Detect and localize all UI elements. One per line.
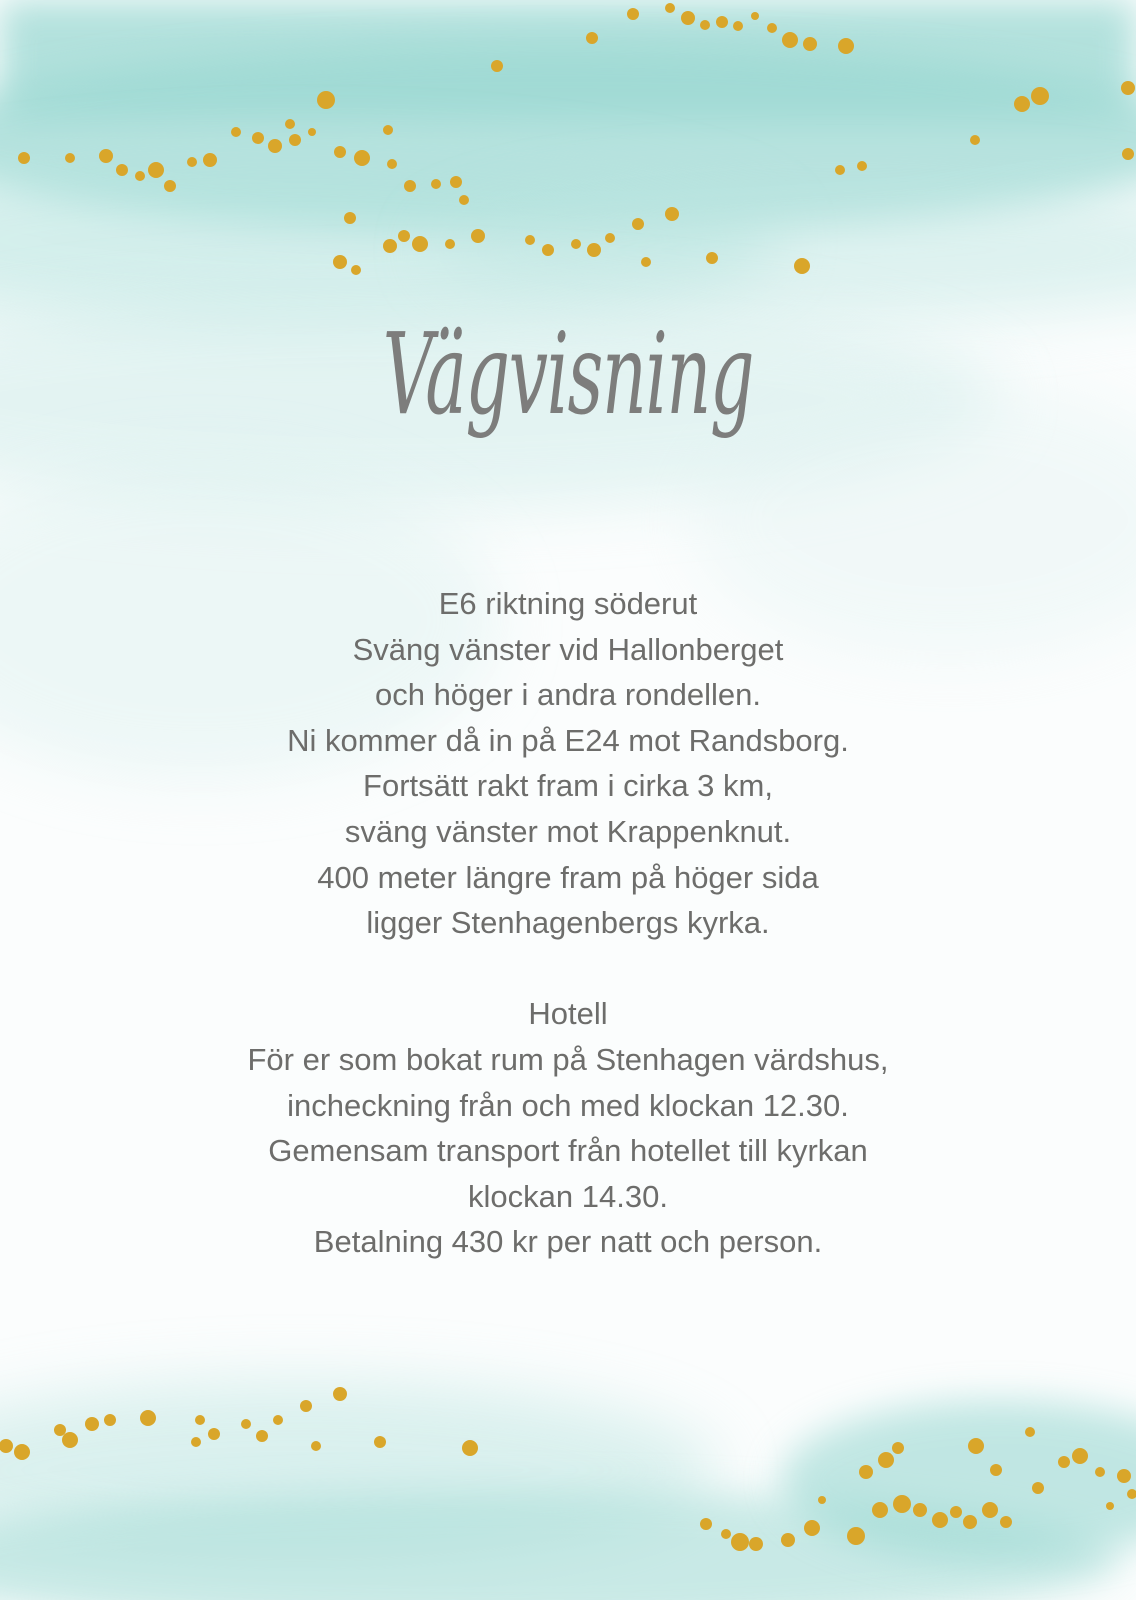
direction-line: ligger Stenhagenbergs kyrka.	[366, 905, 770, 941]
hotel-line: Betalning 430 kr per natt och person.	[313, 1224, 823, 1260]
hotel-line: För er som bokat rum på Stenhagen värdshus,	[247, 1041, 889, 1077]
bottom-watercolor-wash	[0, 1380, 1136, 1600]
direction-line: E6 riktning söderut	[438, 586, 698, 621]
directions-block	[0, 581, 1136, 946]
card-title: Vägvisning	[382, 310, 754, 440]
section-spacer	[0, 946, 1136, 992]
direction-line: Ni kommer då in på E24 mot Randsborg.	[287, 722, 849, 758]
direction-line: sväng vänster mot Krappenknut.	[344, 813, 792, 849]
direction-line: Sväng vänster vid Hallonberget	[352, 631, 784, 667]
hotel-heading: Hotell	[528, 996, 608, 1032]
direction-line: och höger i andra rondellen.	[374, 677, 762, 713]
hotel-block	[0, 991, 1136, 1265]
directions-text	[0, 581, 1136, 1265]
hotel-line: incheckning från och med klockan 12.30.	[287, 1087, 849, 1123]
hotel-line: klockan 14.30.	[468, 1178, 668, 1214]
hotel-line: Gemensam transport från hotellet till kyrkan	[268, 1133, 868, 1169]
direction-line: Fortsätt rakt fram i cirka 3 km,	[363, 768, 773, 804]
direction-line: 400 meter längre fram på höger sida	[317, 859, 819, 895]
